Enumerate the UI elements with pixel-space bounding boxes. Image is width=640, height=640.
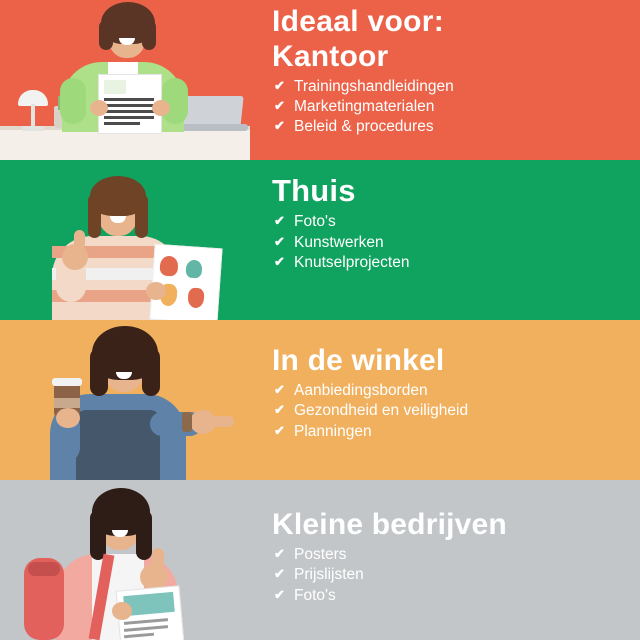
heading-home: Thuis [272, 173, 356, 208]
list-item [274, 381, 640, 401]
list-item-label: Gezondheid en veiligheid [294, 402, 469, 420]
check-icon: ✔ [274, 402, 285, 418]
list-item [274, 401, 640, 421]
list-item [274, 97, 640, 117]
check-icon: ✔ [274, 233, 285, 249]
heading-store: In de winkel [272, 344, 445, 377]
photo-business [0, 480, 250, 640]
list-item [274, 422, 640, 442]
list-item-label: Knutselprojecten [294, 254, 410, 271]
check-icon: ✔ [274, 118, 285, 134]
list-item [274, 77, 640, 97]
check-icon: ✔ [274, 213, 285, 229]
check-icon: ✔ [274, 97, 285, 113]
check-icon: ✔ [274, 77, 285, 93]
list-item [274, 212, 640, 232]
content-business [262, 480, 640, 640]
content-office [262, 0, 640, 160]
list-office [262, 77, 640, 138]
list-item-label: Marketingmaterialen [294, 97, 435, 115]
heading-office: Kantoor [272, 39, 389, 73]
list-item [274, 117, 640, 137]
content-store [262, 320, 640, 480]
list-item [274, 233, 640, 253]
check-icon: ✔ [274, 586, 285, 602]
list-item [274, 565, 640, 585]
list-business [262, 545, 640, 606]
list-item [274, 253, 640, 273]
check-icon: ✔ [274, 254, 285, 269]
section-business [0, 480, 640, 640]
list-home [262, 212, 640, 273]
check-icon: ✔ [274, 382, 285, 397]
content-home [262, 160, 640, 320]
list-item-label: Beleid & procedures [294, 118, 434, 136]
check-icon: ✔ [274, 422, 285, 438]
list-item-label: Foto's [294, 586, 336, 604]
list-store [262, 381, 640, 442]
list-item-label: Planningen [294, 422, 372, 440]
list-item [274, 545, 640, 565]
poster-eyebrow: Ideaal voor: [272, 5, 444, 38]
photo-store [0, 320, 250, 480]
photo-home [0, 160, 250, 320]
check-icon: ✔ [274, 566, 285, 582]
list-item-label: Trainingshandleidingen [294, 77, 454, 95]
list-item [274, 586, 640, 606]
section-office [0, 0, 640, 160]
photo-office [0, 0, 250, 160]
list-item-label: Foto's [294, 213, 336, 231]
list-item-label: Aanbiedingsborden [294, 382, 428, 399]
heading-business: Kleine bedrijven [272, 508, 507, 541]
list-item-label: Kunstwerken [294, 233, 384, 251]
section-store [0, 320, 640, 480]
list-item-label: Posters [294, 546, 347, 563]
list-item-label: Prijslijsten [294, 566, 364, 584]
check-icon: ✔ [274, 546, 285, 561]
section-home [0, 160, 640, 320]
